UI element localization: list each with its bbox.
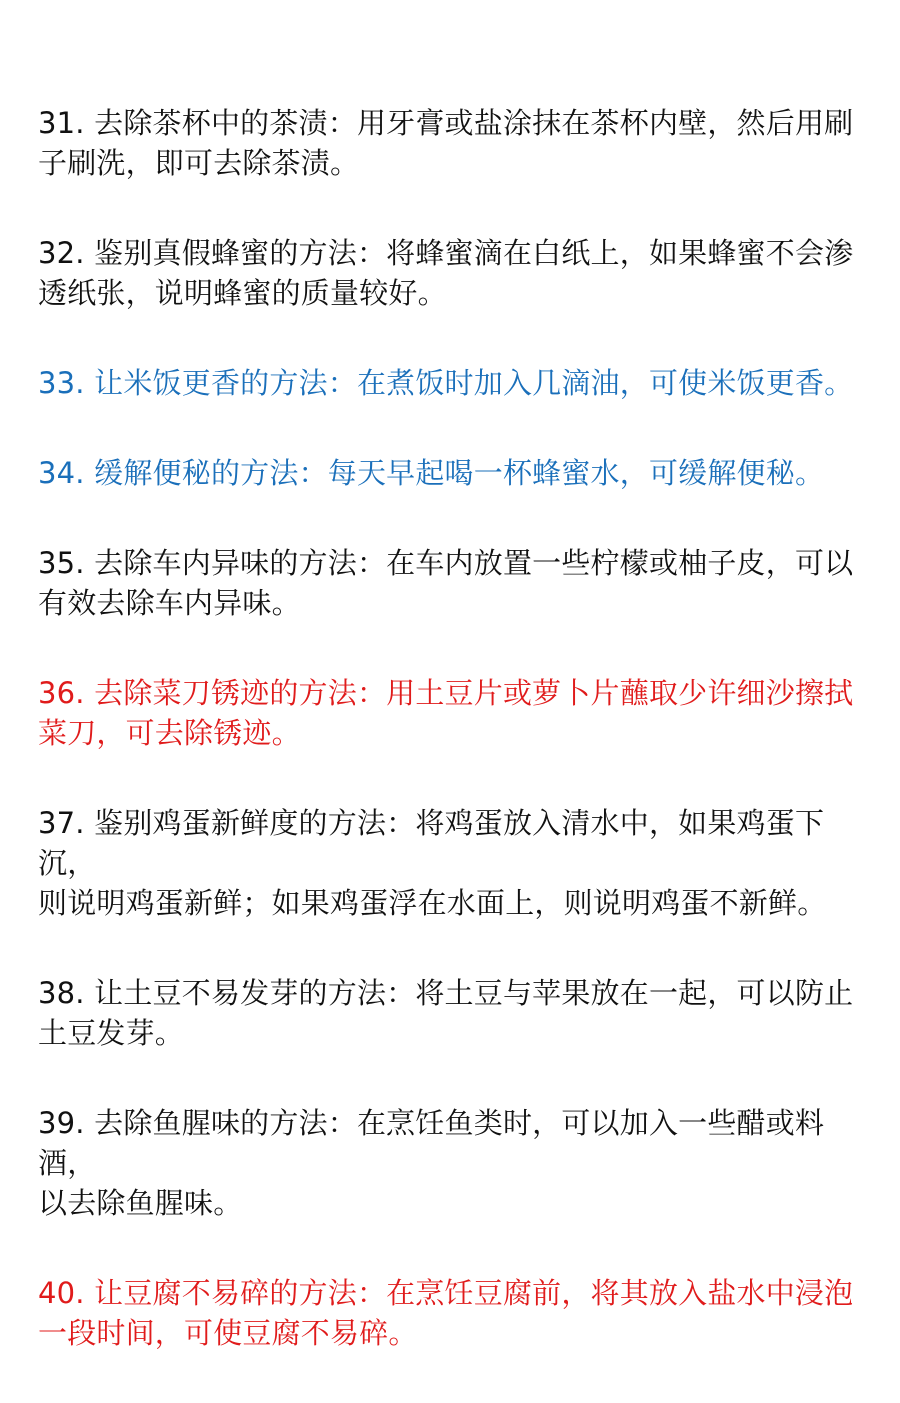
- tip-line: 一段时间，可使豆腐不易碎。: [38, 1316, 418, 1350]
- tip-line: 33. 让米饭更香的方法：在煮饭时加入几滴油，可使米饭更香。: [38, 366, 854, 400]
- tip-line: 39. 去除鱼腥味的方法：在烹饪鱼类时，可以加入一些醋或料酒，: [38, 1106, 825, 1180]
- tip-line: 透纸张，说明蜂蜜的质量较好。: [38, 276, 447, 310]
- tip-line: 则说明鸡蛋新鲜；如果鸡蛋浮在水面上，则说明鸡蛋不新鲜。: [38, 886, 827, 920]
- tip-32: [38, 233, 878, 313]
- tip-39: [38, 1103, 878, 1223]
- tip-line: 32. 鉴别真假蜂蜜的方法：将蜂蜜滴在白纸上，如果蜂蜜不会渗: [38, 236, 854, 270]
- tip-38: [38, 973, 878, 1053]
- tip-31: [38, 103, 878, 183]
- tip-line: 35. 去除车内异味的方法：在车内放置一些柠檬或柚子皮，可以: [38, 546, 854, 580]
- tip-37: [38, 803, 878, 923]
- tip-line: 38. 让土豆不易发芽的方法：将土豆与苹果放在一起，可以防止: [38, 976, 854, 1010]
- tip-line: 36. 去除菜刀锈迹的方法：用土豆片或萝卜片蘸取少许细沙擦拭: [38, 676, 854, 710]
- tip-33: [38, 363, 878, 403]
- tip-line: 土豆发芽。: [38, 1016, 185, 1050]
- tip-35: [38, 543, 878, 623]
- tip-36: [38, 673, 878, 753]
- tip-line: 以去除鱼腥味。: [38, 1186, 243, 1220]
- tip-40: [38, 1273, 878, 1353]
- tip-line: 34. 缓解便秘的方法：每天早起喝一杯蜂蜜水，可缓解便秘。: [38, 456, 825, 490]
- tip-line: 40. 让豆腐不易碎的方法：在烹饪豆腐前，将其放入盐水中浸泡: [38, 1276, 854, 1310]
- tips-list: [38, 103, 878, 1403]
- tip-line: 有效去除车内异味。: [38, 586, 301, 620]
- tip-34: [38, 453, 878, 493]
- tip-line: 子刷洗，即可去除茶渍。: [38, 146, 360, 180]
- tip-line: 菜刀，可去除锈迹。: [38, 716, 301, 750]
- tip-line: 31. 去除茶杯中的茶渍：用牙膏或盐涂抹在茶杯内壁，然后用刷: [38, 106, 854, 140]
- tip-line: 37. 鉴别鸡蛋新鲜度的方法：将鸡蛋放入清水中，如果鸡蛋下沉，: [38, 806, 825, 880]
